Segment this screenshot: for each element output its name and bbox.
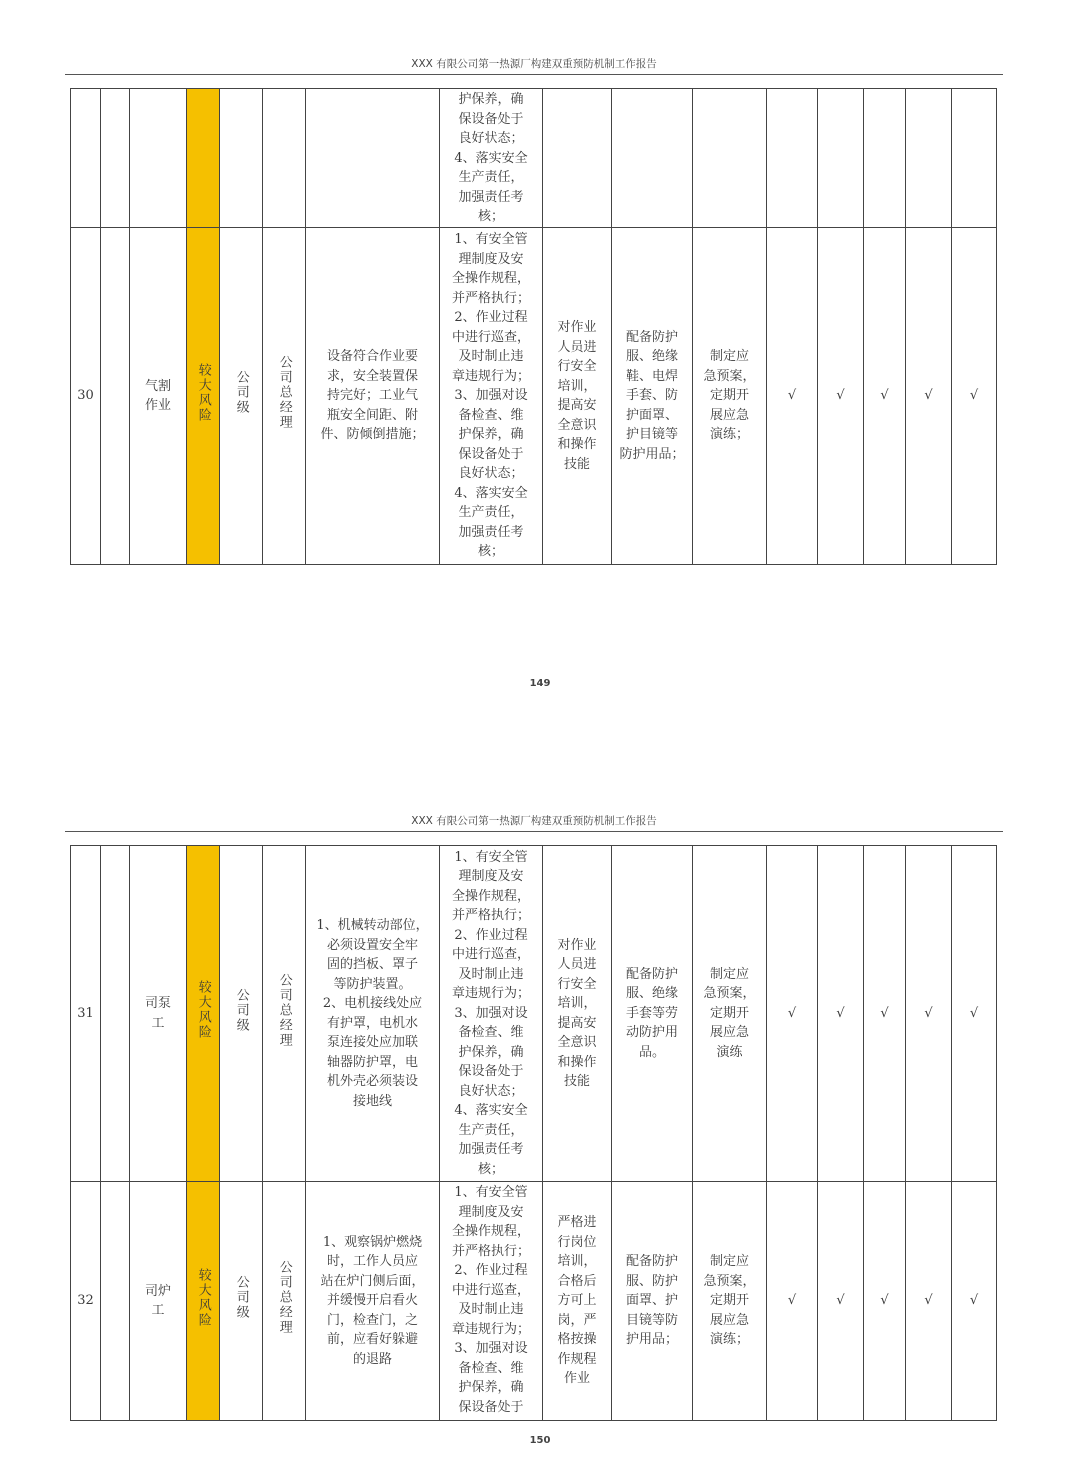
check-cell: √ bbox=[818, 846, 864, 1182]
check-cell: √ bbox=[767, 228, 818, 565]
check-cell: √ bbox=[906, 1182, 952, 1421]
check-cell bbox=[818, 89, 864, 228]
blank-cell bbox=[101, 846, 130, 1182]
engineering-text: 1、机械转动部位， 必须设置安全牢 固的挡板、罩子 等防护装置。 2、电机接线处应 有护罩，电机水 泵连接处应加联 轴器防护罩，电 机外壳必须装设 接地线 bbox=[316, 918, 429, 1109]
page-number: 149 bbox=[529, 678, 551, 689]
no-cell: 30 bbox=[71, 228, 101, 565]
control-level-text: 公司级 bbox=[233, 987, 249, 1033]
control-level-cell bbox=[220, 1182, 263, 1421]
measures-text: 1、有安全管 理制度及安 全操作规程， 并严格执行； 2、作业过程 中进行巡查， 及时制止违 章违规行为； 3、加强对设 备检查、维 护保养，确 保设备处于 良好状态； 4、落实安全 生产责任， 加强责任考 核； bbox=[451, 232, 530, 560]
risk-level-text: 较大风险 bbox=[195, 1267, 211, 1328]
table-row bbox=[71, 1182, 997, 1421]
emergency-cell bbox=[693, 89, 767, 228]
risk-level-text: 较大风险 bbox=[195, 980, 211, 1041]
ppe-cell bbox=[612, 1182, 693, 1421]
operation-text: 司泵 工 bbox=[144, 996, 171, 1031]
table-row bbox=[71, 228, 997, 565]
responsible-text: 公司总经理 bbox=[276, 972, 292, 1048]
ppe-cell bbox=[612, 846, 693, 1182]
check-cell: √ bbox=[864, 228, 906, 565]
training-cell bbox=[543, 846, 612, 1182]
responsible-cell bbox=[263, 228, 306, 565]
emergency-cell bbox=[693, 228, 767, 565]
risk-table bbox=[70, 88, 997, 565]
check-cell: √ bbox=[767, 1182, 818, 1421]
ppe-cell bbox=[612, 228, 693, 565]
risk-table bbox=[70, 845, 997, 1421]
blank-cell bbox=[101, 89, 130, 228]
page-header: XXX 有限公司第一热源厂构建双重预防机制工作报告 bbox=[65, 56, 1003, 75]
responsible-text: 公司总经理 bbox=[276, 1260, 292, 1336]
operation-text: 气割 作业 bbox=[144, 378, 171, 413]
operation-cell bbox=[130, 846, 187, 1182]
no-cell: 32 bbox=[71, 1182, 101, 1421]
control-level-text: 公司级 bbox=[233, 370, 249, 416]
measures-text: 护保养，确 保设备处于 良好状态； 4、落实安全 生产责任， 加强责任考 核； bbox=[454, 92, 528, 224]
training-cell bbox=[543, 1182, 612, 1421]
engineering-cell bbox=[306, 846, 440, 1182]
blank-cell bbox=[101, 1182, 130, 1421]
check-cell bbox=[906, 89, 952, 228]
emergency-cell bbox=[693, 1182, 767, 1421]
check-cell: √ bbox=[952, 846, 997, 1182]
measures-text: 1、有安全管 理制度及安 全操作规程， 并严格执行； 2、作业过程 中进行巡查， 及时制止违 章违规行为； 3、加强对设 备检查、维 护保养，确 保设备处于 bbox=[451, 1185, 530, 1415]
ppe-text: 配备防护 服、绝缘 手套等劳 动防护用 品。 bbox=[625, 966, 678, 1060]
control-level-cell bbox=[220, 89, 263, 228]
emergency-cell bbox=[693, 846, 767, 1182]
measures-cell bbox=[440, 1182, 543, 1421]
check-cell: √ bbox=[906, 228, 952, 565]
control-level-cell bbox=[220, 228, 263, 565]
emergency-text: 制定应 急预案， 定期开 展应急 演练 bbox=[703, 966, 756, 1060]
responsible-cell bbox=[263, 846, 306, 1182]
check-cell bbox=[864, 89, 906, 228]
responsible-cell bbox=[263, 89, 306, 228]
control-level-text: 公司级 bbox=[233, 1275, 249, 1321]
check-cell: √ bbox=[906, 846, 952, 1182]
check-cell: √ bbox=[767, 846, 818, 1182]
engineering-text: 设备符合作业要 求，安全装置保 持完好；工业气 瓶安全间距、附 件、防倾倒措施； bbox=[320, 349, 425, 443]
engineering-cell bbox=[306, 89, 440, 228]
no-cell: 31 bbox=[71, 846, 101, 1182]
ppe-text: 配备防护 服、绝缘 鞋、电焊 手套、防 护面罩、 护目镜等 防护用品； bbox=[619, 329, 685, 462]
training-text: 对作业 人员进 行安全 培训， 提高安 全意识 和操作 技能 bbox=[557, 320, 597, 472]
risk-level-cell bbox=[187, 89, 220, 228]
control-level-cell bbox=[220, 846, 263, 1182]
engineering-text: 1、观察锅炉燃烧 时，工作人员应 站在炉门侧后面， 并缓慢开启看火 门，检查门，之 前，应看好躲避 的退路 bbox=[320, 1234, 425, 1367]
measures-cell bbox=[440, 846, 543, 1182]
responsible-cell bbox=[263, 1182, 306, 1421]
operation-cell bbox=[130, 228, 187, 565]
risk-level-cell bbox=[187, 1182, 220, 1421]
check-cell: √ bbox=[864, 846, 906, 1182]
operation-cell bbox=[130, 1182, 187, 1421]
page-header: XXX 有限公司第一热源厂构建双重预防机制工作报告 bbox=[65, 813, 1003, 832]
check-cell: √ bbox=[952, 228, 997, 565]
emergency-text: 制定应 急预案， 定期开 展应急 演练； bbox=[703, 349, 756, 443]
ppe-cell bbox=[612, 89, 693, 228]
check-cell: √ bbox=[818, 1182, 864, 1421]
risk-level-cell bbox=[187, 846, 220, 1182]
check-cell bbox=[767, 89, 818, 228]
check-cell bbox=[952, 89, 997, 228]
engineering-cell bbox=[306, 228, 440, 565]
no-cell bbox=[71, 89, 101, 228]
risk-level-cell bbox=[187, 228, 220, 565]
training-cell bbox=[543, 89, 612, 228]
engineering-cell bbox=[306, 1182, 440, 1421]
training-text: 严格进 行岗位 培训， 合格后 方可上 岗，严 格按操 作规程 作业 bbox=[557, 1215, 597, 1387]
measures-cell bbox=[440, 89, 543, 228]
measures-text: 1、有安全管 理制度及安 全操作规程， 并严格执行； 2、作业过程 中进行巡查， 及时制止违 章违规行为； 3、加强对设 备检查、维 护保养，确 保设备处于 良好状态； 4、落实安全 生产责任， 加强责任考 核； bbox=[451, 849, 530, 1177]
training-text: 对作业 人员进 行安全 培训， 提高安 全意识 和操作 技能 bbox=[557, 937, 597, 1089]
training-cell bbox=[543, 228, 612, 565]
table-row bbox=[71, 846, 997, 1182]
emergency-text: 制定应 急预案， 定期开 展应急 演练； bbox=[703, 1254, 756, 1348]
blank-cell bbox=[101, 228, 130, 565]
check-cell: √ bbox=[818, 228, 864, 565]
check-cell: √ bbox=[952, 1182, 997, 1421]
operation-text: 司炉 工 bbox=[144, 1283, 171, 1318]
risk-level-text: 较大风险 bbox=[195, 362, 211, 423]
ppe-text: 配备防护 服、防护 面罩、护 目镜等防 护用品； bbox=[625, 1254, 678, 1348]
measures-cell bbox=[440, 228, 543, 565]
page-number: 150 bbox=[529, 1435, 551, 1446]
operation-cell bbox=[130, 89, 187, 228]
check-cell: √ bbox=[864, 1182, 906, 1421]
responsible-text: 公司总经理 bbox=[276, 355, 292, 431]
table-row bbox=[71, 89, 997, 228]
